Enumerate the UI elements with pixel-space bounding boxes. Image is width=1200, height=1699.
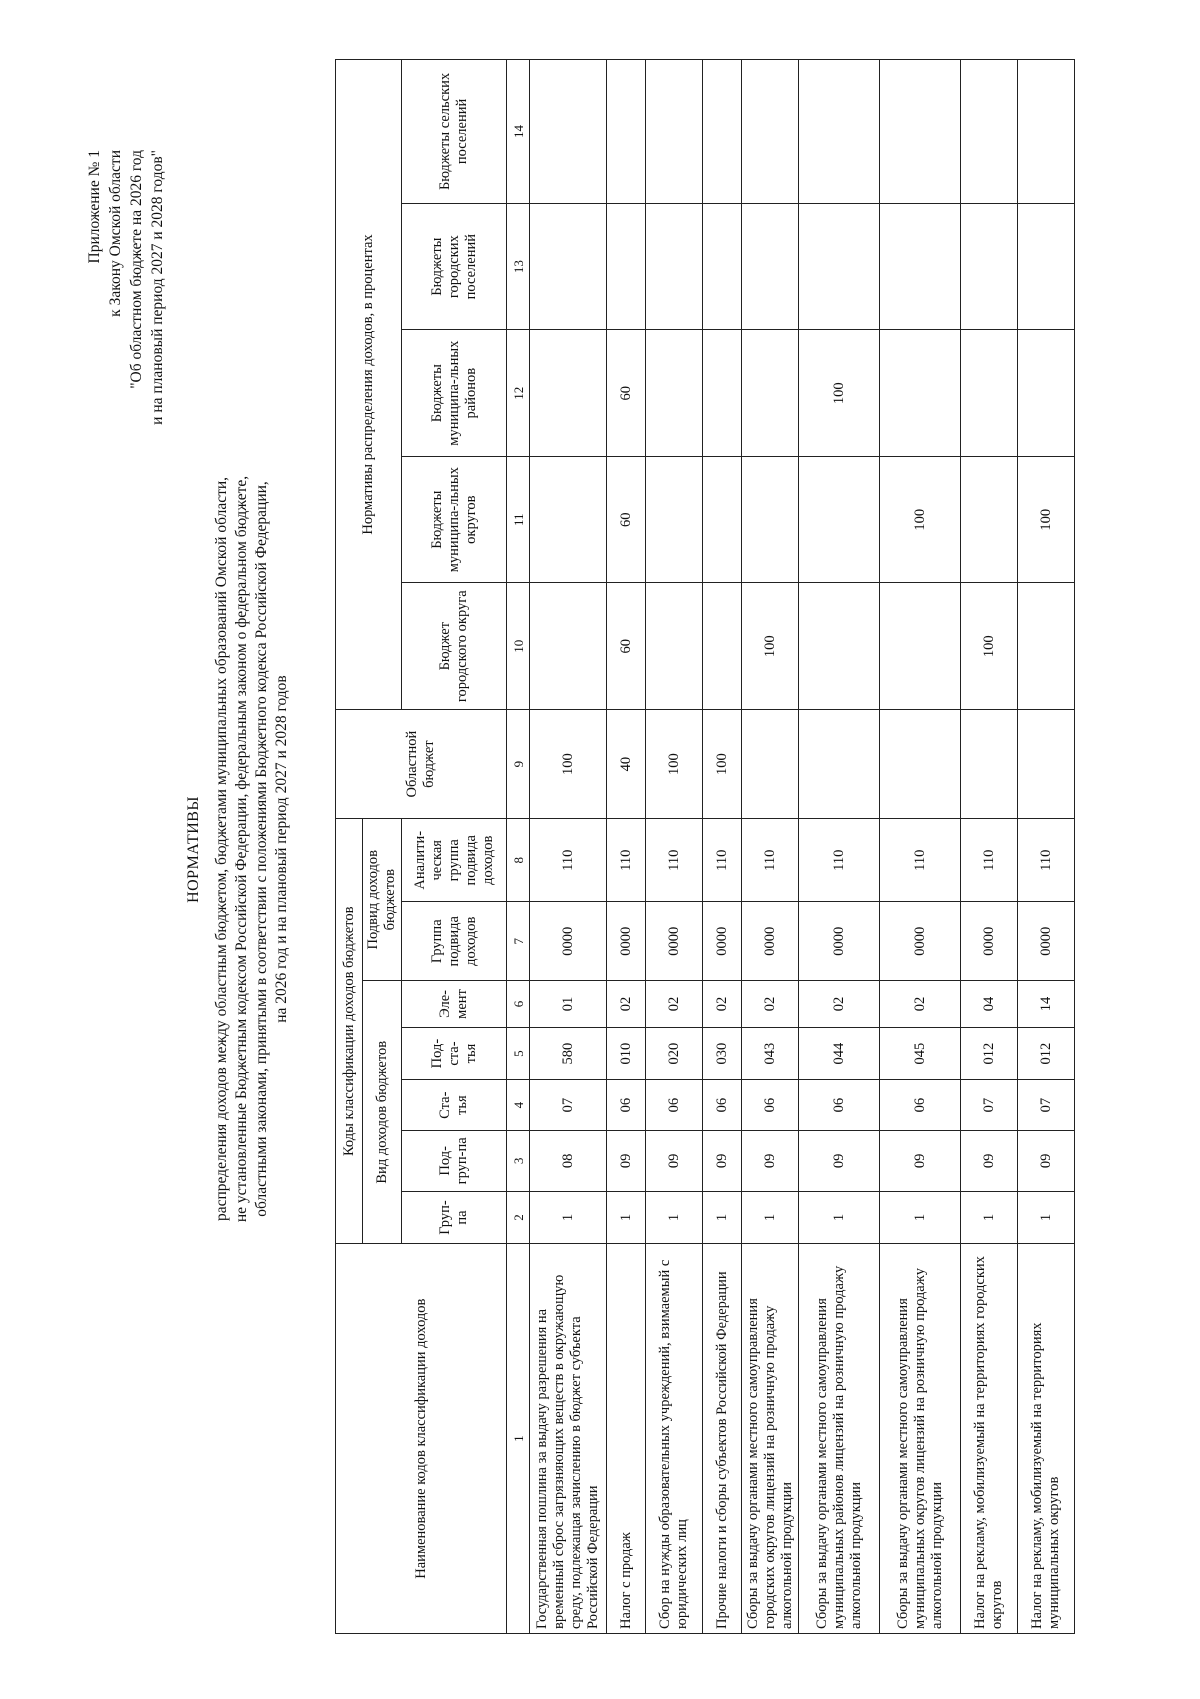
cell-article: 07 [961,1080,1018,1131]
table-row [607,60,646,1634]
cell-element: 02 [607,981,646,1028]
cell-subgroup: 09 [703,1130,742,1191]
column-number: 2 [507,1191,530,1244]
cell-city-district [703,583,742,710]
cell-rural-settlements [799,60,880,204]
column-number: 12 [507,330,530,457]
cell-analytic-group: 110 [646,819,703,902]
cell-mun-okrug [530,456,607,583]
cell-name: Сборы за выдачу органами местного самоуправления городских округов лицензий на розничную продажу алкогольной продукции [742,1244,799,1634]
cell-mun-rayon [530,330,607,457]
cell-city-district: 60 [607,583,646,710]
cell-article: 06 [880,1080,961,1131]
header-analytic-group: Аналити-ческая группа подвида доходов [402,819,507,902]
header-podvid: Подвид доходов бюджетов [363,819,402,981]
cell-rural-settlements [607,60,646,204]
cell-rural-settlements [961,60,1018,204]
cell-podvid-group: 0000 [646,902,703,981]
header-group: Груп-па [402,1191,507,1244]
cell-article: 07 [1018,1080,1075,1131]
cell-subarticle: 030 [703,1027,742,1080]
cell-article: 06 [742,1080,799,1131]
cell-article: 06 [607,1080,646,1131]
cell-analytic-group: 110 [880,819,961,902]
cell-mun-rayon: 60 [607,330,646,457]
subtitle-line: не установленные Бюджетным кодексом Российской Федерации, федеральным законом о федеральном бюджете, [233,475,250,1223]
cell-analytic-group: 110 [703,819,742,902]
cell-city-district: 100 [742,583,799,710]
appendix-line: к Закону Омской области [107,150,124,317]
cell-analytic-group: 110 [961,819,1018,902]
header-regional: Областной бюджет [336,709,507,818]
cell-mun-rayon [1018,330,1075,457]
cell-subgroup: 09 [1018,1130,1075,1191]
cell-rural-settlements [1018,60,1075,204]
cell-city-district [1018,583,1075,710]
cell-city-district: 100 [961,583,1018,710]
header-podvid-group: Группа подвида доходов [402,902,507,981]
cell-subgroup: 09 [961,1130,1018,1191]
cell-subgroup: 09 [742,1130,799,1191]
appendix-reference [84,150,168,425]
cell-city-district [880,583,961,710]
column-number: 11 [507,456,530,583]
cell-article: 06 [703,1080,742,1131]
header-element: Эле-мент [402,981,507,1028]
cell-city-settlements [799,203,880,330]
table-row [742,60,799,1634]
cell-element: 04 [961,981,1018,1028]
cell-subarticle: 020 [646,1027,703,1080]
cell-podvid-group: 0000 [1018,902,1075,981]
header-city-district: Бюджет городского округа [402,583,507,710]
cell-element: 02 [742,981,799,1028]
cell-podvid-group: 0000 [607,902,646,981]
cell-subgroup: 09 [646,1130,703,1191]
cell-regional: 100 [646,709,703,818]
cell-article: 07 [530,1080,607,1131]
cell-analytic-group: 110 [742,819,799,902]
cell-mun-okrug [646,456,703,583]
column-number: 6 [507,981,530,1028]
cell-group: 1 [1018,1191,1075,1244]
subtitle-line: областными законами, принятыми в соответствии с положениями Бюджетного кодекса Российской Федерации, [253,481,270,1217]
table-body [530,60,1075,1634]
cell-mun-okrug: 60 [607,456,646,583]
cell-podvid-group: 0000 [880,902,961,981]
cell-article: 06 [799,1080,880,1131]
cell-podvid-group: 0000 [703,902,742,981]
cell-element: 02 [646,981,703,1028]
cell-subarticle: 580 [530,1027,607,1080]
cell-city-settlements [703,203,742,330]
header-codes: Коды классификации доходов бюджетов [336,819,363,1244]
subtitle-line: на 2026 год и на плановый период 2027 и 2028 годов [273,675,290,1023]
cell-rural-settlements [880,60,961,204]
cell-group: 1 [799,1191,880,1244]
cell-mun-rayon [646,330,703,457]
cell-element: 02 [703,981,742,1028]
header-vid: Вид доходов бюджетов [363,981,402,1244]
header-city-settlements: Бюджеты городских поселений [402,203,507,330]
cell-mun-okrug: 100 [880,456,961,583]
cell-name: Сборы за выдачу органами местного самоуправления муниципальных районов лицензий на розничную продажу алкогольной продукции [799,1244,880,1634]
cell-mun-rayon [880,330,961,457]
cell-regional: 100 [530,709,607,818]
cell-name: Налог с продаж [607,1244,646,1634]
column-number: 13 [507,203,530,330]
header-mun-okrug: Бюджеты муниципа-льных округов [402,456,507,583]
cell-analytic-group: 110 [530,819,607,902]
table-row [961,60,1018,1634]
appendix-line: "Об областном бюджете на 2026 год [128,150,145,389]
column-number: 7 [507,902,530,981]
cell-rural-settlements [530,60,607,204]
header-name: Наименование кодов классификации доходов [336,1244,507,1634]
cell-city-settlements [880,203,961,330]
cell-regional [1018,709,1075,818]
cell-city-settlements [742,203,799,330]
cell-podvid-group: 0000 [742,902,799,981]
cell-city-district [799,583,880,710]
header-subgroup: Под-груп-па [402,1130,507,1191]
cell-city-settlements [646,203,703,330]
column-number: 9 [507,709,530,818]
table-row [880,60,961,1634]
norms-table [335,59,1075,1634]
column-number: 3 [507,1130,530,1191]
cell-subarticle: 045 [880,1027,961,1080]
cell-mun-okrug [961,456,1018,583]
cell-subarticle: 010 [607,1027,646,1080]
cell-element: 14 [1018,981,1075,1028]
cell-podvid-group: 0000 [530,902,607,981]
cell-analytic-group: 110 [799,819,880,902]
cell-subgroup: 09 [607,1130,646,1191]
table-row [703,60,742,1634]
cell-name: Налог на рекламу, мобилизуемый на территориях городских округов [961,1244,1018,1634]
cell-mun-okrug [703,456,742,583]
cell-regional [880,709,961,818]
cell-subgroup: 08 [530,1130,607,1191]
cell-podvid-group: 0000 [961,902,1018,981]
cell-article: 06 [646,1080,703,1131]
header-subarticle: Под-ста-тья [402,1027,507,1080]
cell-element: 02 [880,981,961,1028]
cell-regional [799,709,880,818]
cell-city-district [646,583,703,710]
cell-rural-settlements [703,60,742,204]
header-norms: Нормативы распределения доходов, в процентах [336,60,402,710]
cell-city-settlements [607,203,646,330]
cell-regional [742,709,799,818]
column-number: 14 [507,60,530,204]
cell-city-settlements [530,203,607,330]
header-mun-rayon: Бюджеты муниципа-льных районов [402,330,507,457]
cell-group: 1 [646,1191,703,1244]
cell-element: 01 [530,981,607,1028]
cell-rural-settlements [742,60,799,204]
cell-regional [961,709,1018,818]
cell-mun-okrug: 100 [1018,456,1075,583]
cell-subarticle: 012 [1018,1027,1075,1080]
table-row [530,60,607,1634]
subtitle-line: распределения доходов между областным бюджетом, бюджетами муниципальных образований Омской области, [213,476,230,1222]
cell-analytic-group: 110 [1018,819,1075,902]
cell-mun-okrug [799,456,880,583]
cell-regional: 100 [703,709,742,818]
appendix-line: и на плановый период 2027 и 2028 годов" [149,150,166,425]
cell-subarticle: 044 [799,1027,880,1080]
cell-subgroup: 09 [880,1130,961,1191]
appendix-line: Приложение № 1 [86,150,103,264]
cell-group: 1 [607,1191,646,1244]
cell-name: Налог на рекламу, мобилизуемый на территориях муниципальных округов [1018,1244,1075,1634]
cell-regional: 40 [607,709,646,818]
column-number: 10 [507,583,530,710]
cell-name: Государственная пошлина за выдачу разрешения на временный сброс загрязняющих веществ в окружающую среду, подлежащая зачислению в бюджет субъекта Российской Федерации [530,1244,607,1634]
cell-group: 1 [530,1191,607,1244]
cell-rural-settlements [646,60,703,204]
cell-name: Сборы за выдачу органами местного самоуправления муниципальных округов лицензий на розничную продажу алкогольной продукции [880,1244,961,1634]
cell-subgroup: 09 [799,1130,880,1191]
cell-group: 1 [880,1191,961,1244]
cell-group: 1 [742,1191,799,1244]
cell-podvid-group: 0000 [799,902,880,981]
header-article: Ста-тья [402,1080,507,1131]
cell-group: 1 [961,1191,1018,1244]
table-row [646,60,703,1634]
cell-subarticle: 012 [961,1027,1018,1080]
cell-name: Прочие налоги и сборы субъектов Российской Федерации [703,1244,742,1634]
header-rural-settlements: Бюджеты сельских поселений [402,60,507,204]
cell-mun-okrug [742,456,799,583]
column-number: 5 [507,1027,530,1080]
cell-group: 1 [703,1191,742,1244]
cell-name: Сбор на нужды образовательных учреждений, взимаемый с юридических лиц [646,1244,703,1634]
column-number: 1 [507,1244,530,1634]
document-title: НОРМАТИВЫ [185,796,202,903]
table-row [799,60,880,1634]
cell-city-settlements [961,203,1018,330]
table-row [1018,60,1075,1634]
cell-mun-rayon [961,330,1018,457]
cell-subarticle: 043 [742,1027,799,1080]
cell-element: 02 [799,981,880,1028]
document-subtitle [212,299,292,1399]
cell-mun-rayon [742,330,799,457]
cell-city-district [530,583,607,710]
column-number: 4 [507,1080,530,1131]
cell-analytic-group: 110 [607,819,646,902]
cell-mun-rayon [703,330,742,457]
cell-city-settlements [1018,203,1075,330]
column-number: 8 [507,819,530,902]
cell-mun-rayon: 100 [799,330,880,457]
